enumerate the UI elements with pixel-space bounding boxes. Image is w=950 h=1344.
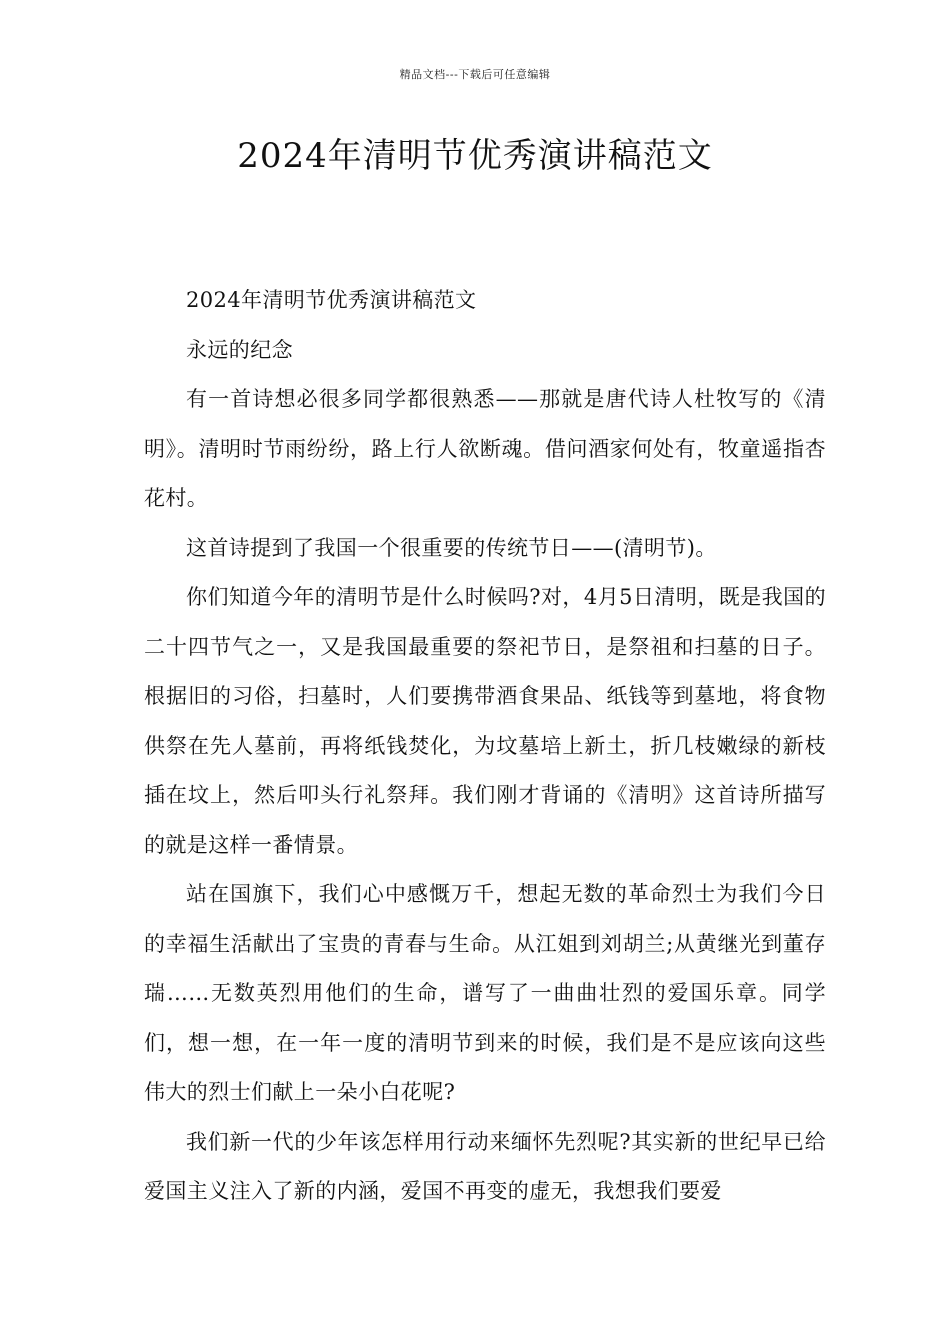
paragraph-heading: 永远的纪念 — [186, 337, 293, 362]
paragraph: 站在国旗下，我们心中感慨万千，想起无数的革命烈士为我们今日的幸福生活献出了宝贵的青春与生命。从江姐到刘胡兰;从黄继光到董存瑞……无数英烈用他们的生命，谱写了一曲曲壮烈的爱国乐章。同学们，想一想，在一年一度的清明节到来的时候，我们是不是应该向这些伟大的烈士们献上一朵小白花呢? — [144, 882, 826, 1104]
paragraph: 有一首诗想必很多同学都很熟悉——那就是唐代诗人杜牧写的《清明》。清明时节雨纷纷，路上行人欲断魂。借问酒家何处有，牧童遥指杏花村。 — [144, 387, 826, 510]
paragraph: 你们知道今年的清明节是什么时候吗?对，4月5日清明，既是我国的二十四节气之一，又是我国最重要的祭祀节日，是祭祖和扫墓的日子。根据旧的习俗，扫墓时，人们要携带酒食果品、纸钱等到墓地，将食物供祭在先人墓前，再将纸钱焚化，为坟墓培上新土，折几枝嫩绿的新枝插在坟上，然后叩头行礼祭拜。我们刚才背诵的《清明》这首诗所描写的就是这样一番情景。 — [144, 585, 826, 857]
document-body — [144, 276, 826, 1217]
paragraph: 这首诗提到了我国一个很重要的传统节日——(清明节)。 — [186, 535, 717, 560]
paragraph-subtitle: 2024年清明节优秀演讲稿范文 — [186, 288, 477, 312]
header-note: 精品文档---下载后可任意编辑 — [399, 68, 551, 81]
document-title: 2024年清明节优秀演讲稿范文 — [237, 136, 713, 176]
paragraph: 我们新一代的少年该怎样用行动来缅怀先烈呢?其实新的世纪早已给爱国主义注入了新的内涵，爱国不再变的虚无，我想我们要爱 — [144, 1129, 826, 1203]
